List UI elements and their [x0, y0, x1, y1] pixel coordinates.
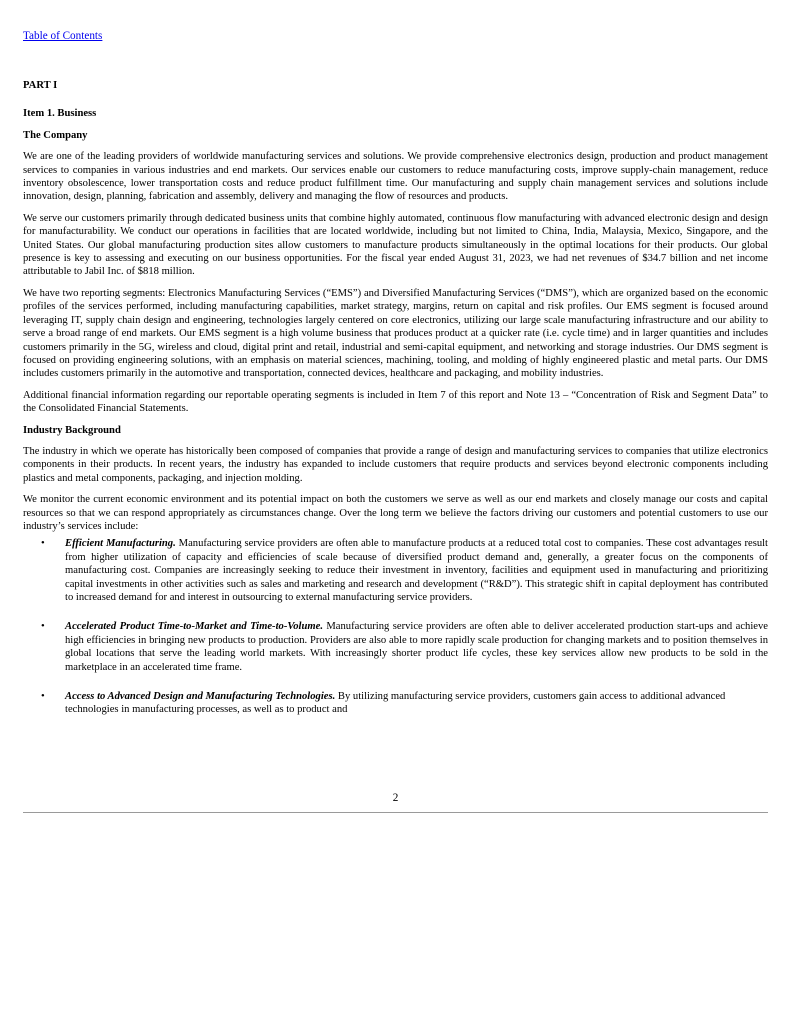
industry-paragraph-1: The industry in which we operate has historically been composed of companies that provide a range of design and manufacturing services to companies that utilize electronics components in their products. In recent years, the industry has expanded to include customers that require products and services beyond electronic components including plastics and metal components, packaging, and injection molding. [23, 445, 768, 484]
document-body [23, 79, 768, 733]
bullet-text: Manufacturing service providers are often able to manufacture products at a reduced total cost to companies. These cost advantages result from higher utilization of capacity and efficiencies of scale because of diversified product demand and, generally, a greater focus on the components of manufacturing cost. Companies are increasingly seeking to reduce their investment in inventory, facilities and equipment used in manufacturing and prioritizing capital investments in other activities such as sales and marketing and research and development (“R&D”). This strategic shift in capital deployment has contributed to increased demand for and interest in outsourcing to external manufacturing service providers. [65, 538, 768, 603]
company-paragraph-1: We are one of the leading providers of worldwide manufacturing services and solutions. We provide comprehensive electronics design, production and product management services to companies in various industries and end markets. Our services enable our customers to reduce manufacturing costs, improve supply-chain management, reduce inventory obsolescence, lower transportation costs and reduce product fulfillment time. Our manufacturing and supply chain management services and solutions include innovation, design, planning, fabrication and assembly, delivery and managing the flow of resources and products. [23, 151, 768, 203]
list-item [23, 620, 768, 674]
company-paragraph-4: Additional financial information regarding our reportable operating segments is included in Item 7 of this report and Note 13 – “Concentration of Risk and Segment Data” to the Consolidated Financial Statements. [23, 389, 768, 415]
bullet-lead: Access to Advanced Design and Manufacturing Technologies. [65, 691, 336, 703]
bullet-text: Manufacturing service providers are often able to deliver accelerated production start-ups and achieve high efficiencies in bringing new products to production. Providers are also able to more rapidly scale production for changing markets and to position themselves in global locations that serve the leading world markets. With increasingly shorter product life cycles, these key services allow new products to be sold in the marketplace in an accelerated time frame. [65, 621, 768, 673]
bullet-icon: • [41, 621, 45, 633]
industry-paragraph-2: We monitor the current economic environment and its potential impact on both the customers we serve as well as our end markets and closely manage our costs and capital resources so that we can respond appropriately as circumstances change. Over the long term we believe the factors driving our customers and potential customers to use our industry’s services include: [23, 494, 768, 532]
driver-list [23, 537, 768, 716]
company-paragraph-3: We have two reporting segments: Electronics Manufacturing Services (“EMS”) and Diversified Manufacturing Services (“DMS”), which are organized based on the economic profiles of the services performed, including manufacturing capabilities, market strategy, margins, return on capital and risk profiles. Our EMS segment is focused around leveraging IT, supply chain design and engineering, technologies largely centered on core electronics, utilizing our large scale manufacturing infrastructure and our ability to serve a broad range of end markets. Our EMS segment is a high volume business that produces product at a quicker rate (i.e. cycle time) and in larger quantities and includes customers primarily in the 5G, wireless and cloud, digital print and retail, industrial and semi-capital equipment, and networking and storage industries. Our DMS segment is focused on providing engineering solutions, with an emphasis on material sciences, machining, tooling, and molding of highly engineered plastic and metal parts. Our DMS includes customers primarily in the automotive and transportation, connected devices, healthcare and packaging, and mobility industries. [23, 287, 768, 380]
item-heading: Item 1. Business [23, 108, 97, 120]
page-number: 2 [392, 792, 399, 804]
industry-heading: Industry Background [23, 424, 121, 436]
bullet-text: By utilizing manufacturing service providers, customers gain access to additional advanced technologies in manufacturing processes, as well as to product and [65, 691, 726, 716]
company-paragraph-2: We serve our customers primarily through dedicated business units that combine highly automated, continuous flow manufacturing with advanced electronic design and design for manufacturability. We conduct our operations in facilities that are located worldwide, including but not limited to China, India, Malaysia, Mexico, Singapore, and the United States. Our global manufacturing production sites allow customers to manufacture products simultaneously in the optimal locations for their products. Our global presence is key to assessing and executing on our business opportunities. For the fiscal year ended August 31, 2023, we had net revenues of $34.7 billion and net income attributable to Jabil Inc. of $818 million. [23, 212, 768, 278]
table-of-contents-link[interactable]: Table of Contents [23, 30, 103, 42]
part-heading: PART I [23, 80, 58, 91]
bullet-icon: • [41, 538, 45, 550]
list-item [23, 690, 768, 717]
list-item [23, 537, 768, 604]
page-divider [23, 812, 768, 813]
bullet-lead: Accelerated Product Time-to-Market and Time-to-Volume. [65, 621, 323, 633]
bullet-icon: • [41, 691, 45, 703]
company-heading: The Company [23, 129, 88, 141]
bullet-lead: Efficient Manufacturing. [65, 538, 176, 550]
